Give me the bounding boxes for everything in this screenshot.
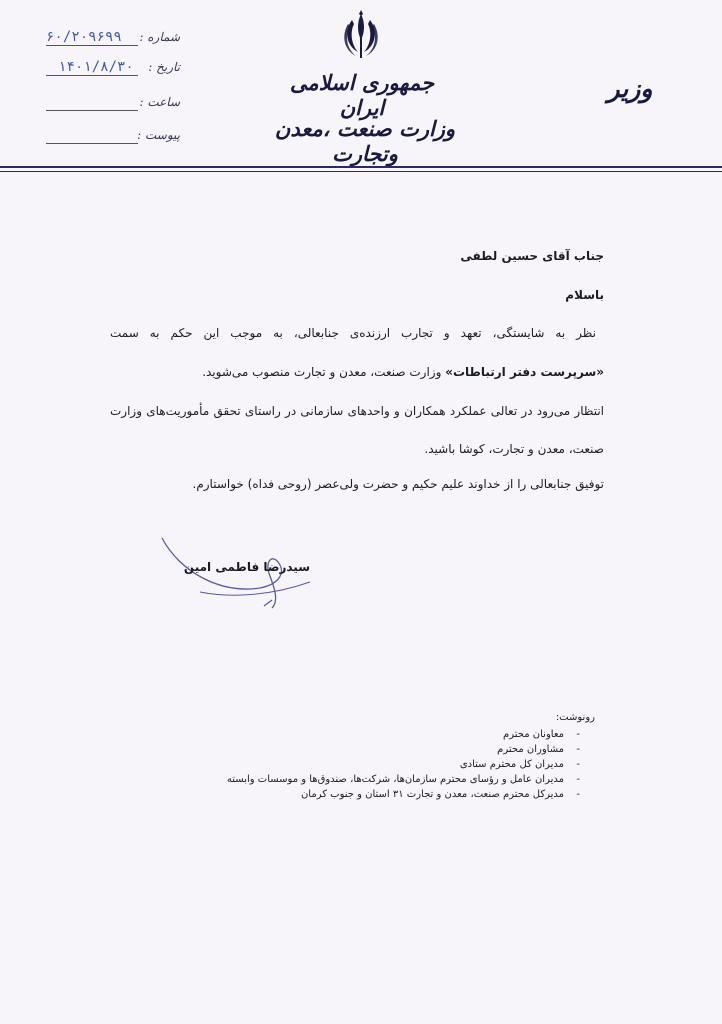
signer-name: سیدرضا فاطمی امین xyxy=(183,560,310,574)
greeting: باسلام xyxy=(565,288,604,302)
attachment-field xyxy=(40,128,180,146)
date-value: ۱۴۰۱/۸/۳۰ xyxy=(58,59,134,75)
cc-item: -مشاوران محترم xyxy=(497,744,580,755)
attachment-label: پیوست : xyxy=(137,128,180,142)
time-label: ساعت : xyxy=(139,95,180,109)
paragraph1-line2-rest: وزارت صنعت، معدن و تجارت منصوب می‌شوید. xyxy=(202,365,446,379)
appointment-title: «سرپرست دفتر ارتباطات» xyxy=(445,365,604,379)
cc-title: رونوشت: xyxy=(555,712,595,723)
number-field xyxy=(40,30,180,48)
paragraph1-line1: نظر به شایستگی، تعهد و تجارب ارزنده‌ی جنابعالی، به موجب این حکم به سمت xyxy=(110,326,596,340)
cc-item: -مدیرکل محترم صنعت، معدن و تجارت ۳۱ استان و جنوب کرمان xyxy=(300,789,580,800)
date-field xyxy=(40,60,180,78)
number-label: شماره : xyxy=(139,30,180,44)
time-field xyxy=(40,95,180,113)
paragraph2-line2: صنعت، معدن و تجارت، کوشا باشید. xyxy=(424,442,604,456)
cc-item: -مدیران عامل و رؤسای محترم سازمان‌ها، شرکت‌ها، صندوق‌ها و موسسات وابسته xyxy=(226,774,580,785)
cc-item: -معاونان محترم xyxy=(503,729,580,740)
header-divider-thin xyxy=(0,171,722,172)
iran-emblem-icon xyxy=(340,10,382,60)
date-label: تاریخ : xyxy=(148,60,180,74)
cc-list xyxy=(227,727,580,802)
cc-item: -مدیران کل محترم ستادی xyxy=(459,759,580,770)
number-value: ۶۰/۲۰۹۶۹۹ xyxy=(46,29,122,45)
ministry-title: وزارت صنعت ،معدن وتجارت xyxy=(274,116,456,166)
paragraph2-line1: انتظار می‌رود در تعالی عملکرد همکاران و واحدهای سازمانی در راستای تحقق مأموریت‌های وزارت xyxy=(110,404,604,418)
paragraph1-line2 xyxy=(202,364,604,380)
recipient: جناب آقای حسین لطفی xyxy=(460,249,604,263)
minister-title: وزیر xyxy=(607,74,653,103)
closing-paragraph: توفیق جنابعالی را از خداوند علیم حکیم و حضرت ولی‌عصر (روحی فداه) خواستارم. xyxy=(192,477,604,491)
country-title: جمهوری اسلامی ایران xyxy=(289,70,435,120)
header-divider xyxy=(0,166,722,168)
